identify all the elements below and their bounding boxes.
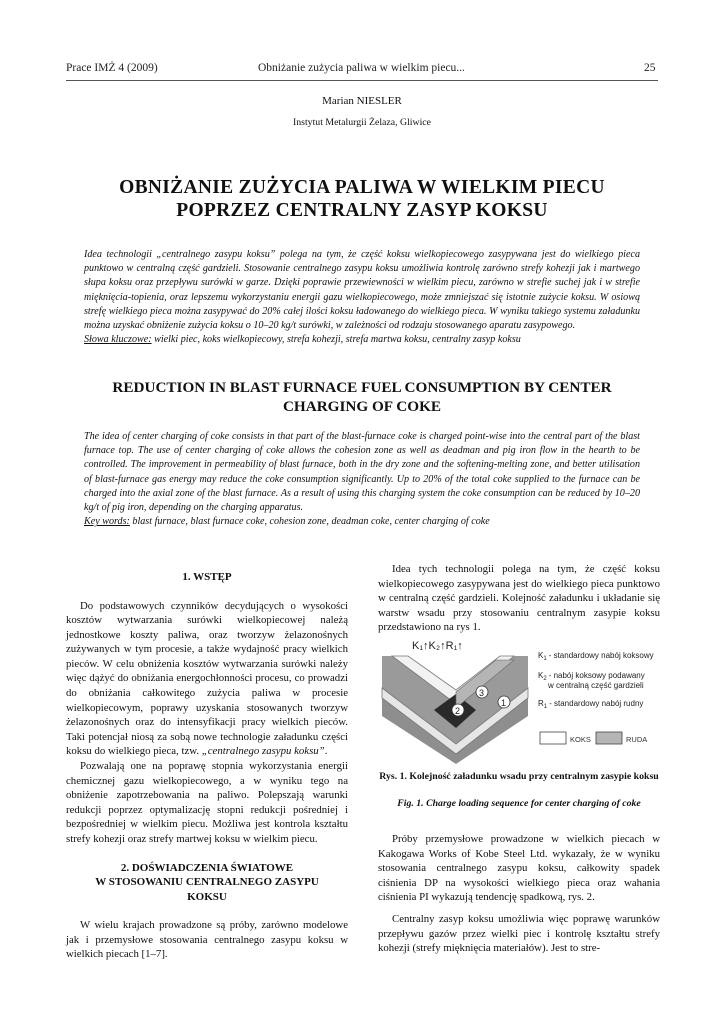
section1-paragraph-2: Pozwalają one na poprawę stopnia wykorzystania energii chemicznej gazu wielkopiecowego, a w wyniku tego na obniżenie zapotrzebowania na paliwo. Polepszają warunki redukcji poprzez optymalizację stopni redukcji pośredniej i bezpośredniej w wielkim piecu. Możliwa jest kontrola kształtu strefy kohezji oraz strefy martwej koksu w wielkim piecu. <box>66 760 348 845</box>
title-pl <box>60 176 664 222</box>
title-en-line: REDUCTION IN BLAST FURNACE FUEL CONSUMPTION BY CENTER <box>112 379 612 396</box>
section2-title-line: W STOSOWANIU CENTRALNEGO ZASYPU <box>95 876 319 889</box>
legend-r1-sym: R <box>538 699 544 708</box>
legend-r1-text: - standardowy nabój rudny <box>549 699 644 708</box>
affiliation: Instytut Metalurgii Żelaza, Gliwice <box>292 117 432 128</box>
keywords-en-label: Key words: <box>84 516 130 528</box>
section2-title-line: KOKSU <box>187 890 227 903</box>
journal-header: Prace IMŻ 4 (2009) <box>66 62 158 74</box>
figure-1 <box>378 636 660 764</box>
legend-k2-text-cont: w centralną część gardzieli <box>548 681 644 690</box>
page-number: 25 <box>644 62 656 74</box>
intro-paragraph: Idea tych technologii polega na tym, że część koksu wielkopiecowego zasypywana jest do wielkiego pieca punktowo w centralną część gardzieli. Kolejność załadunku i układanie się warstw wsadu przy stosowaniu centralnym zasypie koksu przedstawiono na rys 1. <box>378 563 660 634</box>
section1-p1-italic: „centralnego zasypu koksu” <box>201 745 325 758</box>
paragraph-central-charging: Centralny zasyp koksu umożliwia więc poprawę warunków przepływu gazów przez wielki piec i kontrolę kształtu strefy kohezji (strefy mięknięcia materiałów). Jest to stre- <box>378 912 660 955</box>
section2-paragraph: W wielu krajach prowadzone są próby, zarówno modelowe jak i przemysłowe stosowania centralnego zasypu koksu w wielkich piecach [1–7]. <box>66 919 348 961</box>
legend-r1-sub: 1 <box>543 704 548 710</box>
abstract-en-text: The idea of center charging of coke consists in that part of the blast-furnace coke is charged point-wise into the central part of the blast furnace top. The use of center charging of coke allows the cohesion zone as well as deadman and pig iron flow in the hearth to be controlled. The improvement in permeability of blast furnace, both in the dry zone and the softening-melting zone, and better utilisation of blast-furnace gas energy may reduce the coke consumption significantly. Up to 20% of the total coke supplied to the furnace can be charged into the axial zone of the blast furnace. As a result of using this charging system the coke consumption can be reduced by 10–20 kg/t of pig iron, depending on the charging apparatus. <box>84 431 640 514</box>
section1-paragraph <box>66 599 348 760</box>
legend-k2-sym: K <box>538 671 544 680</box>
right-column-intro <box>378 562 660 635</box>
section1-p1-end: . <box>324 745 328 758</box>
header-rule <box>66 80 658 81</box>
ore-swatch <box>596 732 622 744</box>
coke-swatch <box>540 732 566 744</box>
paragraph-kobe: Próby przemysłowe prowadzone w wielkich piecach w Kakogawa Works of Kobe Steel Ltd. wykazały, że w wyniku stosowania centralnego zasypu koksu, całkowity spadek ciśnienia DP na wysokości wielkiego pieca oraz wahania ciśnienia PI wykazują tendencję spadkową, rys. 2. <box>378 833 660 904</box>
left-column <box>66 570 348 962</box>
title-en <box>60 378 664 416</box>
legend-k2-sub: 2 <box>543 676 547 682</box>
title-pl-line: OBNIŻANIE ZUŻYCIA PALIWA W WIELKIM PIECU <box>119 177 605 198</box>
figure-legend <box>538 651 654 710</box>
marker-2-label: 2 <box>455 706 461 716</box>
title-pl-line: POPRZEZ CENTRALNY ZASYP KOKSU <box>176 200 548 221</box>
section1-title: 1. WSTĘP <box>182 571 232 583</box>
abstract-pl <box>84 248 640 347</box>
keywords-pl-label: Słowa kluczowe: <box>84 334 152 346</box>
keywords-en-text: blast furnace, blast furnace coke, cohesion zone, deadman coke, center charging of coke <box>129 516 490 528</box>
running-title: Obniżanie zużycia paliwa w wielkim piecu... <box>258 62 465 74</box>
legend-k1-sub: 1 <box>543 656 547 662</box>
author-name: Marian NIESLER <box>322 95 402 107</box>
figure-top-label: K₁↑K₂↑R₁↑ <box>412 640 463 652</box>
caption-pl: Rys. 1. Kolejność załadunku wsadu przy centralnym zasypie koksu <box>379 771 659 782</box>
marker-1-label: 1 <box>501 698 507 708</box>
abstract-en <box>84 430 640 529</box>
section2-title <box>66 861 348 905</box>
marker-3-label: 3 <box>479 688 485 698</box>
keywords-pl-text: wielki piec, koks wielkopiecowy, strefa kohezji, strefa martwa koksu, centralny zasyp koksu <box>151 334 521 346</box>
charge-diagram <box>378 636 660 764</box>
legend-k1-sym: K <box>538 651 544 660</box>
coke-swatch-label: KOKS <box>570 735 591 744</box>
section2-title-line: 2. DOŚWIADCZENIA ŚWIATOWE <box>120 861 294 874</box>
ore-swatch-label: RUDA <box>626 735 648 744</box>
abstract-pl-text: Idea technologii „centralnego zasypu koksu” polega na tym, że część koksu wielkopiecowego zasypywana jest do wielkiego pieca punktowo w centralną część gardzieli. Stosowanie centralnego zasypu koksu umożliwia kontrolę zarówno strefy kohezji jak i martwego słupa koksu oraz przepływu surówki w garze. Dzięki poprawie przewiewności w wielkim piecu, zarówno w strefie suchej jak i w strefie mięknięcia-topienia, oraz lepszemu wykorzystaniu energii gazu wielkopiecowego, może zmniejszać się istotnie zużycie koksu. W osiową strefę wielkiego pieca można zasypywać do 20% całej ilości koksu ładowanego do wielkiego pieca. W wyniku takiego systemu załadunku można uzyskać obniżenie zużycia koksu o 10–20 kg/t surówki, w zależności od rodzaju stosowanego aparatu zasypowego. <box>84 249 640 332</box>
right-column-body <box>378 832 660 956</box>
legend-k2-text: - nabój koksowy podawany <box>548 671 645 680</box>
legend-k1-text: - standardowy nabój koksowy <box>548 651 654 660</box>
section1-p1-text: Do podstawowych czynników decydujących o wysokości kosztów wytwarzania surówki wielkopiecowej należą jednostkowe koszty paliwa, oraz tworzyw żelazonośnych zużywanych w tym procesie, a także wydajność pracy wielkich pieców. W celu obniżenia kosztów wytwarzania surówki należy więc dążyć do obniżania energochłonności procesu, co prowadzi do obniżania całkowitego zużycia paliwa w procesie wielkopiecowym, poprawy uzyskania stosowanych tworzyw żelazonośnych oraz do intensyfikacji pracy wielkich pieców. Taki potencjał niosą za sobą nowe technologie załadunku części koksu do wielkiego pieca, tzw. <box>66 599 348 758</box>
caption-en: Fig. 1. Charge loading sequence for center charging of coke <box>397 798 641 809</box>
title-en-line: CHARGING OF COKE <box>282 398 442 415</box>
